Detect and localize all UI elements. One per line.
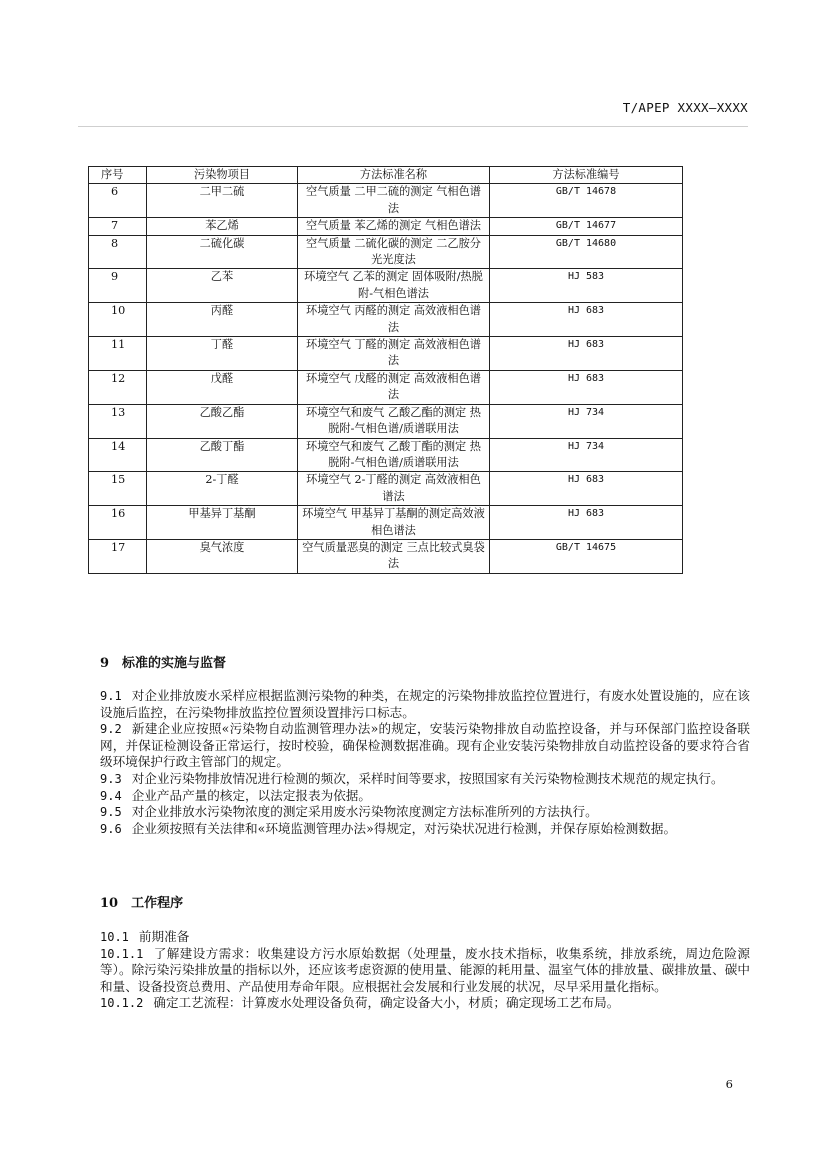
clause-number: 10.1 bbox=[100, 930, 129, 944]
row-method: 环境空气 戊醛的测定 高效液相色谱法 bbox=[298, 370, 490, 404]
section-heading: 10 工作程序 bbox=[100, 896, 184, 911]
row-item: 戊醛 bbox=[147, 370, 298, 404]
section-heading: 9 标准的实施与监督 bbox=[100, 656, 227, 671]
clause-text: 对企业排放水污染物浓度的测定采用废水污染物浓度测定方法标准所列的方法执行。 bbox=[131, 804, 598, 820]
row-item: 乙酸乙酯 bbox=[147, 404, 298, 438]
row-method: 空气质量 二甲二硫的测定 气相色谱法 bbox=[298, 184, 490, 218]
clause-text: 新建企业应按照«污染物自动监测管理办法»的规定，安装污染物排放自动监控设备，并与环保部门监控设备联网，并保证检测设备正常运行，按时校验，确保检测数据准确。现有企业安装污染物排放自动监控设备的要求符合省级环境保护行政主管部门的规定。 bbox=[100, 721, 750, 770]
column-header-item: 污染物项目 bbox=[147, 167, 298, 184]
row-code: HJ 683 bbox=[490, 370, 683, 404]
column-header-method: 方法标准名称 bbox=[298, 167, 490, 184]
clause bbox=[100, 688, 750, 721]
row-code: HJ 683 bbox=[490, 337, 683, 371]
section-10 bbox=[100, 892, 750, 1012]
clause-number: 10.1.1 bbox=[100, 946, 144, 961]
clause-number: 9.6 bbox=[100, 821, 122, 836]
clause-number: 9.4 bbox=[100, 788, 122, 803]
clause-text: 了解建设方需求：收集建设方污水原始数据（处理量，废水技术指标，收集系统，排放系统，周边危险源等）。除污染污染排放量的指标以外，还应该考虑资源的使用量、能源的耗用量、温室气体的排放量、碳排放量、碳中和量、设备投资总费用、产品使用寿命年限。应根据社会发展和行业发展的状况，尽早采用量化指标。 bbox=[100, 945, 750, 994]
row-code: GB/T 14678 bbox=[490, 184, 683, 218]
row-method: 环境空气和废气 乙酸丁酯的测定 热脱附-气相色谱/质谱联用法 bbox=[298, 438, 490, 472]
subsection-heading bbox=[100, 929, 750, 946]
clause-text: 企业产品产量的核定，以法定报表为依据。 bbox=[131, 787, 371, 803]
row-code: GB/T 14680 bbox=[490, 235, 683, 269]
row-method: 环境空气 丁醛的测定 高效液相色谱法 bbox=[298, 337, 490, 371]
row-item: 乙苯 bbox=[147, 269, 298, 303]
column-header-code: 方法标准编号 bbox=[490, 167, 683, 184]
column-header-no: 序号 bbox=[89, 167, 147, 184]
clause bbox=[100, 771, 750, 788]
table-row bbox=[89, 438, 683, 472]
row-code: HJ 683 bbox=[490, 472, 683, 506]
row-code: HJ 683 bbox=[490, 506, 683, 540]
clause-number: 9.5 bbox=[100, 805, 122, 820]
page-number: 6 bbox=[725, 1077, 733, 1091]
clause bbox=[100, 821, 750, 838]
table-header-row bbox=[89, 167, 683, 184]
table-row bbox=[89, 506, 683, 540]
section-9 bbox=[100, 652, 750, 837]
row-code: HJ 734 bbox=[490, 438, 683, 472]
clause bbox=[100, 788, 750, 805]
row-code: GB/T 14677 bbox=[490, 218, 683, 235]
row-method: 环境空气 甲基异丁基酮的测定高效液相色谱法 bbox=[298, 506, 490, 540]
clause-text: 对企业排放废水采样应根据监测污染物的种类，在规定的污染物排放监控位置进行，有废水处置设施的，应在该设施后监控，在污染物排放监控位置须设置排污口标志。 bbox=[100, 688, 750, 720]
document-code: T/APEP XXXX—XXXX bbox=[622, 100, 748, 115]
table-row bbox=[89, 539, 683, 573]
row-method: 空气质量 二硫化碳的测定 二乙胺分光光度法 bbox=[298, 235, 490, 269]
clause bbox=[100, 995, 750, 1012]
clause-text: 前期准备 bbox=[138, 929, 190, 944]
clause-number: 9.1 bbox=[100, 689, 122, 703]
clause-text: 企业须按照有关法律和«环境监测管理办法»得规定，对污染状况进行检测，并保存原始检测数据。 bbox=[131, 820, 677, 836]
row-no: 16 bbox=[89, 506, 147, 540]
row-code: HJ 583 bbox=[490, 269, 683, 303]
row-item: 乙酸丁酯 bbox=[147, 438, 298, 472]
row-no: 13 bbox=[89, 404, 147, 438]
header-divider bbox=[78, 126, 748, 127]
row-item: 臭气浓度 bbox=[147, 539, 298, 573]
row-no: 6 bbox=[89, 184, 147, 218]
row-no: 11 bbox=[89, 337, 147, 371]
row-method: 空气质量 苯乙烯的测定 气相色谱法 bbox=[298, 218, 490, 235]
row-code: HJ 683 bbox=[490, 303, 683, 337]
row-method: 环境空气和废气 乙酸乙酯的测定 热脱附-气相色谱/质谱联用法 bbox=[298, 404, 490, 438]
row-item: 丙醛 bbox=[147, 303, 298, 337]
clause-text: 确定工艺流程：计算废水处理设备负荷，确定设备大小，材质；确定现场工艺布局。 bbox=[153, 995, 620, 1011]
row-no: 17 bbox=[89, 539, 147, 573]
clause bbox=[100, 946, 750, 996]
row-no: 7 bbox=[89, 218, 147, 235]
row-item: 二甲二硫 bbox=[147, 184, 298, 218]
clause-number: 9.2 bbox=[100, 722, 122, 737]
row-no: 12 bbox=[89, 370, 147, 404]
table-row bbox=[89, 269, 683, 303]
clause bbox=[100, 804, 750, 821]
row-item: 二硫化碳 bbox=[147, 235, 298, 269]
row-method: 空气质量恶臭的测定 三点比较式臭袋法 bbox=[298, 539, 490, 573]
row-item: 甲基异丁基酮 bbox=[147, 506, 298, 540]
table-row bbox=[89, 184, 683, 218]
row-no: 9 bbox=[89, 269, 147, 303]
row-code: GB/T 14675 bbox=[490, 539, 683, 573]
clause bbox=[100, 721, 750, 771]
row-method: 环境空气 乙苯的测定 固体吸附/热脱附-气相色谱法 bbox=[298, 269, 490, 303]
row-method: 环境空气 丙醛的测定 高效液相色谱法 bbox=[298, 303, 490, 337]
clause-text: 对企业污染物排放情况进行检测的频次，采样时间等要求，按照国家有关污染物检测技术规范的规定执行。 bbox=[131, 770, 724, 786]
row-item: 苯乙烯 bbox=[147, 218, 298, 235]
row-no: 15 bbox=[89, 472, 147, 506]
row-item: 丁醛 bbox=[147, 337, 298, 371]
table-row bbox=[89, 303, 683, 337]
clause-number: 10.1.2 bbox=[100, 996, 144, 1011]
row-code: HJ 734 bbox=[490, 404, 683, 438]
row-no: 14 bbox=[89, 438, 147, 472]
row-item: 2-丁醛 bbox=[147, 472, 298, 506]
table-row bbox=[89, 235, 683, 269]
table-row bbox=[89, 472, 683, 506]
table-row bbox=[89, 404, 683, 438]
table-row bbox=[89, 370, 683, 404]
clause-number: 9.3 bbox=[100, 771, 122, 786]
method-standards-table bbox=[88, 166, 683, 574]
row-no: 10 bbox=[89, 303, 147, 337]
table-row bbox=[89, 337, 683, 371]
table-row bbox=[89, 218, 683, 235]
row-method: 环境空气 2-丁醛的测定 高效液相色谱法 bbox=[298, 472, 490, 506]
row-no: 8 bbox=[89, 235, 147, 269]
